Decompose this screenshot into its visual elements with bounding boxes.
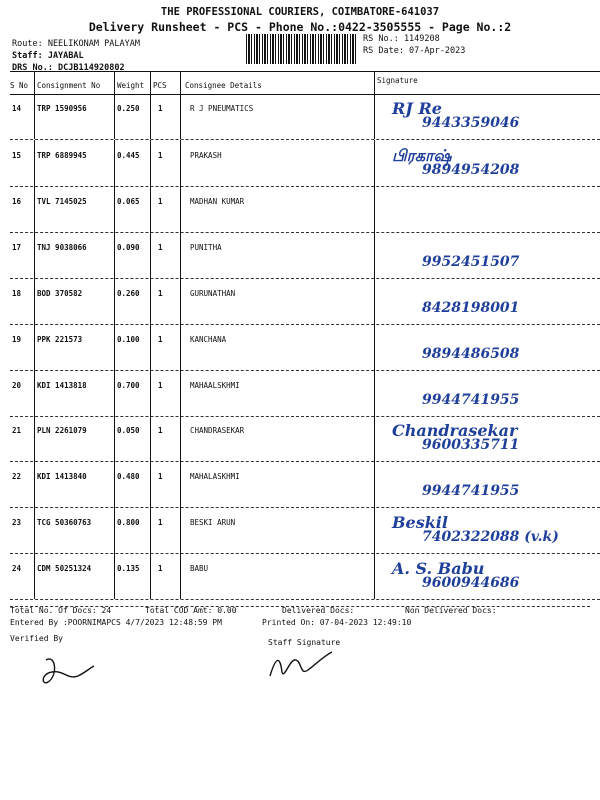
cell-consignee: PUNITHA (190, 243, 222, 252)
cell-weight: 0.050 (117, 426, 140, 435)
handwritten-signature (382, 190, 582, 230)
cell-pcs: 1 (158, 472, 163, 481)
cell-sno: 19 (12, 335, 22, 344)
signature-phone: 9600944686 (422, 575, 520, 591)
cell-consignee: MADHAN KUMAR (190, 197, 245, 206)
col-consignment: Consignment No (37, 81, 101, 90)
cell-pcs: 1 (158, 564, 163, 573)
staff-label: Staff: JAYABAL (12, 51, 84, 61)
cell-weight: 0.135 (117, 564, 140, 573)
route-label: Route: NEELIKONAM PALAYAM (12, 39, 140, 49)
cell-weight: 0.090 (117, 243, 140, 252)
runsheet-title: Delivery Runsheet - PCS - Phone No.:0422-3505555 - Page No.:2 (88, 20, 512, 34)
cell-pcs: 1 (158, 426, 163, 435)
cell-consignee: R J PNEUMATICS (190, 104, 254, 113)
verified-by-label: Verified By (10, 634, 63, 643)
cell-weight: 0.445 (117, 151, 140, 160)
cell-weight: 0.480 (117, 472, 140, 481)
table-row (10, 553, 600, 600)
cell-pcs: 1 (158, 381, 163, 390)
table-row (10, 278, 600, 325)
cell-consignment: TRP 6889945 (37, 151, 87, 160)
cell-sno: 15 (12, 151, 22, 160)
total-docs: Total No. Of Docs: 24 (10, 606, 112, 615)
rs-number: RS No.: 1149208 (363, 34, 440, 44)
cell-pcs: 1 (158, 335, 163, 344)
col-consignee: Consignee Details (185, 81, 262, 90)
cell-consignment: TRP 1590956 (37, 104, 87, 113)
signature-phone: 9443359046 (422, 115, 520, 131)
signature-phone: 9952451507 (422, 254, 520, 270)
cell-consignee: BESKI ARUN (190, 518, 236, 527)
col-sno: S No (10, 81, 29, 90)
table-row (10, 140, 600, 187)
drs-number: DRS No.: DCJB114920802 (12, 63, 125, 73)
cell-consignment: PLN 2261079 (37, 426, 87, 435)
table-row (10, 370, 600, 417)
cell-consignment: KDI 1413818 (37, 381, 87, 390)
staff-signature-label: Staff Signature (268, 638, 341, 647)
barcode-image (246, 34, 356, 64)
signature-name: A. S. Babu (392, 559, 485, 578)
cell-sno: 22 (12, 472, 22, 481)
verified-signature (38, 652, 98, 694)
cell-consignment: PPK 221573 (37, 335, 83, 344)
handwritten-signature (382, 328, 582, 368)
handwritten-signature (382, 374, 582, 414)
non-delivered-docs: Non Delivered Docs: (405, 606, 497, 615)
signature-name: பிரகாஷ் (392, 146, 452, 165)
cell-consignee: GURUNATHAN (190, 289, 236, 298)
cell-consignment: KDI 1413840 (37, 472, 87, 481)
table-row (10, 93, 600, 140)
signature-name: Beskil (392, 513, 448, 532)
cell-pcs: 1 (158, 518, 163, 527)
cell-consignee: BABU (190, 564, 209, 573)
cell-pcs: 1 (158, 243, 163, 252)
signature-phone: 7402322088 (v.k) (422, 529, 559, 545)
signature-name: RJ Re (392, 99, 442, 118)
cell-sno: 17 (12, 243, 22, 252)
signature-phone: 9894954208 (422, 162, 520, 178)
cell-consignee: CHANDRASEKAR (190, 426, 245, 435)
col-signature: Signature (377, 76, 418, 85)
signature-phone: 8428198001 (422, 300, 520, 316)
delivered-docs: Delivered Docs: (282, 606, 355, 615)
company-name: THE PROFESSIONAL COURIERS, COIMBATORE-641037 (160, 6, 440, 18)
cell-weight: 0.065 (117, 197, 140, 206)
staff-signature (266, 646, 336, 688)
col-weight: Weight (117, 81, 145, 90)
table-row (10, 186, 600, 233)
cell-sno: 18 (12, 289, 22, 298)
signature-phone: 9894486508 (422, 346, 520, 362)
signature-name: Chandrasekar (392, 421, 518, 440)
signature-phone: 9600335711 (422, 437, 520, 453)
table-row (10, 415, 600, 462)
cell-consignment: TCG 50360763 (37, 518, 92, 527)
cell-sno: 20 (12, 381, 22, 390)
cell-weight: 0.250 (117, 104, 140, 113)
col-pcs: PCS (153, 81, 167, 90)
signature-phone: 9944741955 (422, 392, 520, 408)
handwritten-signature (382, 511, 582, 551)
handwritten-signature (382, 419, 582, 459)
entered-by: Entered By :POORNIMAPCS 4/7/2023 12:48:59 PM (10, 618, 222, 627)
cell-consignment: TVL 7145025 (37, 197, 87, 206)
cell-sno: 14 (12, 104, 22, 113)
handwritten-signature (382, 97, 582, 137)
cell-consignee: MAHAALSKHMI (190, 381, 240, 390)
cell-consignee: PRAKASH (190, 151, 222, 160)
rs-date: RS Date: 07-Apr-2023 (363, 46, 466, 56)
cell-consignee: KANCHANA (190, 335, 227, 344)
table-row (10, 507, 600, 554)
cell-weight: 0.700 (117, 381, 140, 390)
table-row (10, 324, 600, 371)
printed-on: Printed On: 07-04-2023 12:49:10 (262, 618, 412, 627)
signature-phone: 9944741955 (422, 483, 520, 499)
cell-sno: 16 (12, 197, 22, 206)
cell-consignee: MAHALASKHMI (190, 472, 240, 481)
cell-weight: 0.100 (117, 335, 140, 344)
handwritten-signature (382, 557, 582, 597)
table-header (10, 71, 600, 95)
table-row (10, 461, 600, 508)
cell-weight: 0.260 (117, 289, 140, 298)
cell-consignment: CDM 50251324 (37, 564, 92, 573)
table-row (10, 232, 600, 279)
cell-pcs: 1 (158, 289, 163, 298)
handwritten-signature (382, 282, 582, 322)
handwritten-signature (382, 465, 582, 505)
handwritten-signature (382, 144, 582, 184)
cell-sno: 23 (12, 518, 22, 527)
cell-pcs: 1 (158, 104, 163, 113)
cell-consignment: BOD 370582 (37, 289, 83, 298)
cell-sno: 24 (12, 564, 22, 573)
cell-pcs: 1 (158, 151, 163, 160)
handwritten-signature (382, 236, 582, 276)
cell-sno: 21 (12, 426, 22, 435)
cell-consignment: TNJ 9038066 (37, 243, 87, 252)
total-cod: Total COD Amt: 0.00 (145, 606, 237, 615)
cell-pcs: 1 (158, 197, 163, 206)
cell-weight: 0.800 (117, 518, 140, 527)
